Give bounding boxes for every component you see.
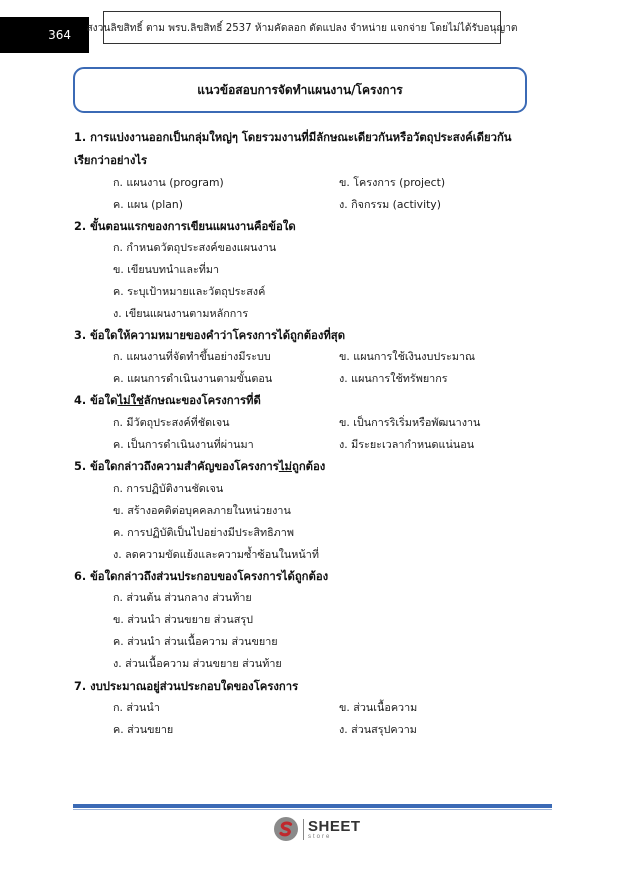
question-5-emphasis: ไม่ xyxy=(278,460,292,473)
footer-rule xyxy=(73,804,552,808)
question-2-option-b: ข. เขียนบทนำและที่มา xyxy=(113,263,220,276)
sheet-store-logo xyxy=(273,814,373,844)
question-2-option-d: ง. เขียนแผนงานตามหลักการ xyxy=(113,307,249,320)
question-4-option-d: ง. มีระยะเวลากำหนดแน่นอน xyxy=(339,438,475,451)
question-5-option-d: ง. ลดความขัดแย้งและความซ้ำซ้อนในหน้าที่ xyxy=(113,548,319,561)
question-5-suffix: ถูกต้อง xyxy=(292,460,326,473)
page-title: แนวข้อสอบการจัดทำแผนงาน/โครงการ xyxy=(197,82,403,97)
question-7-option-d: ง. ส่วนสรุปความ xyxy=(339,723,417,736)
question-6-option-a: ก. ส่วนต้น ส่วนกลาง ส่วนท้าย xyxy=(113,591,252,604)
question-7-option-a: ก. ส่วนนำ xyxy=(113,701,160,714)
question-6-option-b: ข. ส่วนนำ ส่วนขยาย ส่วนสรุป xyxy=(113,613,253,626)
logo-subtext: store xyxy=(308,833,332,840)
question-5-option-a: ก. การปฏิบัติงานชัดเจน xyxy=(113,482,224,495)
question-1-continued: เรียกว่าอย่างไร xyxy=(74,154,148,167)
copyright-notice: สงวนลิขสิทธิ์ ตาม พรบ.ลิขสิทธิ์ 2537 ห้ามคัดลอก ดัดแปลง จำหน่าย แจกจ่าย โดยไม่ได้รับอนุญาต xyxy=(86,22,518,34)
question-5-option-c: ค. การปฏิบัติเป็นไปอย่างมีประสิทธิภาพ xyxy=(113,526,294,539)
question-4-prefix: 4. ข้อใด xyxy=(74,394,118,407)
question-7-option-b: ข. ส่วนเนื้อความ xyxy=(339,701,418,714)
sheet-store-s-icon xyxy=(273,816,299,842)
question-3-option-b: ข. แผนการใช้เงินงบประมาณ xyxy=(339,350,476,363)
question-4-option-a: ก. มีวัตถุประสงค์ที่ชัดเจน xyxy=(113,416,230,429)
question-1-option-b: ข. โครงการ (project) xyxy=(339,176,446,189)
question-4 xyxy=(74,391,554,409)
question-1: 1. การแบ่งงานออกเป็นกลุ่มใหญ่ๆ โดยรวมงานที่มีลักษณะเดียวกันหรือวัตถุประสงค์เดียวกัน xyxy=(74,131,512,144)
question-4-emphasis: ไม่ใช่ xyxy=(117,394,144,407)
question-4-suffix: ลักษณะของโครงการที่ดี xyxy=(143,394,261,407)
question-2: 2. ขั้นตอนแรกของการเขียนแผนงานคือข้อใด xyxy=(74,220,296,233)
question-5-option-b: ข. สร้างอคติต่อบุคคลภายในหน่วยงาน xyxy=(113,504,291,517)
question-1-option-c: ค. แผน (plan) xyxy=(113,198,183,211)
question-4-option-b: ข. เป็นการริเริ่มหรือพัฒนางาน xyxy=(339,416,481,429)
question-3-option-d: ง. แผนการใช้ทรัพยากร xyxy=(339,372,448,385)
question-5 xyxy=(74,457,554,475)
question-5-prefix: 5. ข้อใดกล่าวถึงความสำคัญของโครงการ xyxy=(74,460,279,473)
page-number: 364 xyxy=(48,28,71,42)
question-3-option-c: ค. แผนการดำเนินงานตามขั้นตอน xyxy=(113,372,273,385)
footer-rule-thin xyxy=(73,809,552,810)
question-3-option-a: ก. แผนงานที่จัดทำขึ้นอย่างมีระบบ xyxy=(113,350,271,363)
question-2-option-a: ก. กำหนดวัตถุประสงค์ของแผนงาน xyxy=(113,241,277,254)
question-7-option-c: ค. ส่วนขยาย xyxy=(113,723,174,736)
logo-wordmark: SHEET xyxy=(308,817,361,835)
question-3: 3. ข้อใดให้ความหมายของคำว่าโครงการได้ถูกต้องที่สุด xyxy=(74,329,346,342)
question-7: 7. งบประมาณอยู่ส่วนประกอบใดของโครงการ xyxy=(74,680,299,693)
question-4-option-c: ค. เป็นการดำเนินงานที่ผ่านมา xyxy=(113,438,254,451)
question-1-option-d: ง. กิจกรรม (activity) xyxy=(339,198,441,211)
question-2-option-c: ค. ระบุเป้าหมายและวัตถุประสงค์ xyxy=(113,285,266,298)
question-1-option-a: ก. แผนงาน (program) xyxy=(113,176,224,189)
question-6-option-c: ค. ส่วนนำ ส่วนเนื้อความ ส่วนขยาย xyxy=(113,635,278,648)
question-6-option-d: ง. ส่วนเนื้อความ ส่วนขยาย ส่วนท้าย xyxy=(113,657,282,670)
question-6: 6. ข้อใดกล่าวถึงส่วนประกอบของโครงการได้ถูกต้อง xyxy=(74,570,329,583)
